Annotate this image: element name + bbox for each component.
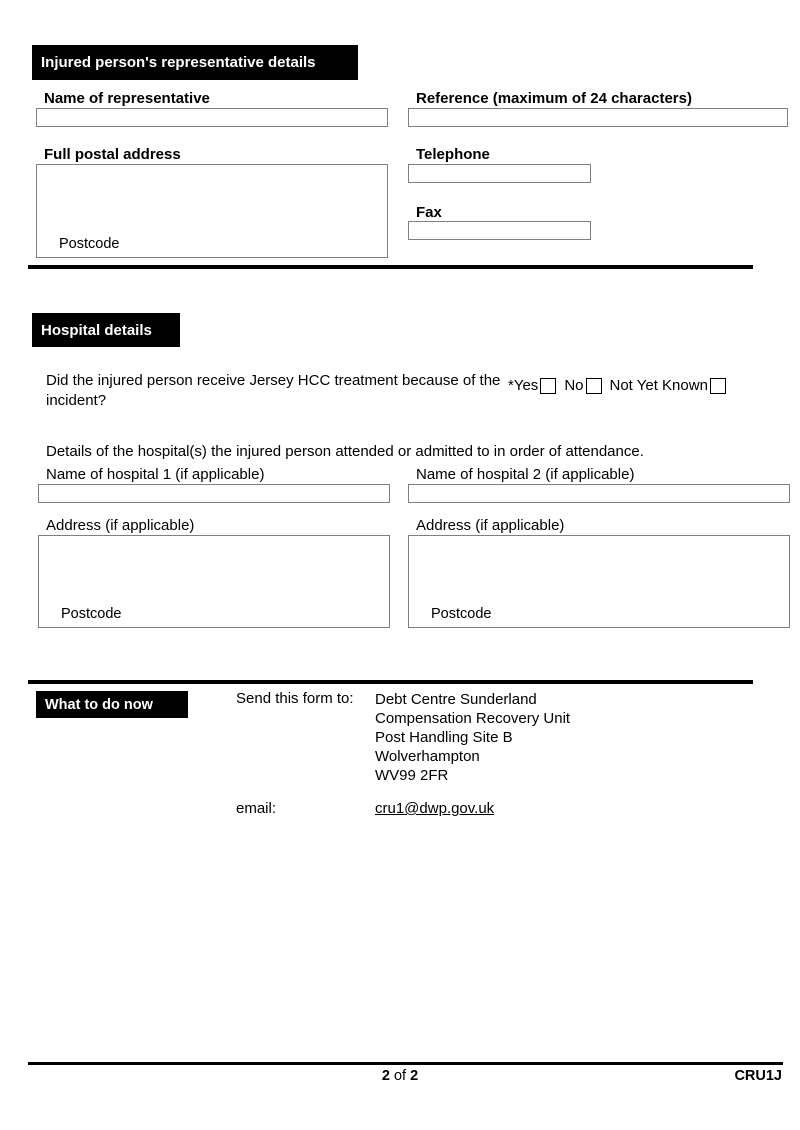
telephone-input[interactable] bbox=[408, 164, 591, 183]
hospital-2-address-label: Address (if applicable) bbox=[416, 517, 565, 534]
page-number-of: of bbox=[393, 1068, 407, 1084]
name-of-representative-input[interactable] bbox=[36, 108, 388, 127]
hospital-details-instruction: Details of the hospital(s) the injured person attended or admitted to in order of attendance. bbox=[46, 443, 644, 460]
reference-label: Reference (maximum of 24 characters) bbox=[416, 90, 692, 107]
telephone-label: Telephone bbox=[416, 146, 490, 163]
jersey-hcc-options bbox=[508, 377, 726, 394]
section-title: What to do now bbox=[45, 696, 153, 713]
page-number bbox=[0, 1068, 800, 1084]
hospital-1-address-box[interactable] bbox=[38, 535, 390, 628]
hospital-2-address-box[interactable] bbox=[408, 535, 790, 628]
section-header-hospital-details bbox=[32, 313, 180, 347]
postcode-label: Postcode bbox=[431, 606, 492, 622]
section-header-what-to-do-now bbox=[36, 691, 188, 718]
reference-input[interactable] bbox=[408, 108, 788, 127]
hospital-1-name-input[interactable] bbox=[38, 484, 390, 503]
no-checkbox[interactable] bbox=[586, 378, 602, 394]
section-divider bbox=[28, 680, 753, 684]
section-title: Hospital details bbox=[41, 321, 152, 339]
not-yet-known-option-label: Not Yet Known bbox=[609, 377, 708, 394]
no-option-label: No bbox=[564, 377, 584, 394]
full-postal-address-label: Full postal address bbox=[44, 146, 181, 163]
return-address-block bbox=[375, 690, 570, 785]
yes-option-label: *Yes bbox=[508, 377, 539, 394]
hospital-2-name-input[interactable] bbox=[408, 484, 790, 503]
section-header-representative-details bbox=[32, 45, 358, 80]
postcode-label: Postcode bbox=[61, 606, 122, 622]
form-code: CRU1J bbox=[734, 1068, 782, 1084]
page-number-total: 2 bbox=[410, 1068, 419, 1084]
return-address-line: Wolverhampton bbox=[375, 748, 480, 765]
full-postal-address-box[interactable] bbox=[36, 164, 388, 258]
hospital-1-address-label: Address (if applicable) bbox=[46, 517, 195, 534]
jersey-hcc-question: Did the injured person receive Jersey HCC treatment because of the incident? bbox=[46, 372, 501, 409]
fax-label: Fax bbox=[416, 204, 442, 221]
not-yet-known-checkbox[interactable] bbox=[710, 378, 726, 394]
return-address-line: Debt Centre Sunderland bbox=[375, 691, 537, 708]
send-form-to-label: Send this form to: bbox=[236, 690, 354, 707]
postcode-label: Postcode bbox=[59, 236, 120, 252]
return-address-line: Compensation Recovery Unit bbox=[375, 710, 571, 727]
footer-rule bbox=[28, 1062, 783, 1065]
return-address-line: WV99 2FR bbox=[375, 767, 449, 784]
page-number-current: 2 bbox=[381, 1068, 390, 1084]
section-divider bbox=[28, 265, 753, 269]
email-link[interactable]: cru1@dwp.gov.uk bbox=[375, 800, 495, 817]
name-of-representative-label: Name of representative bbox=[44, 90, 210, 107]
section-title: Injured person's representative details bbox=[41, 54, 316, 71]
hospital-1-name-label: Name of hospital 1 (if applicable) bbox=[46, 466, 265, 483]
email-label: email: bbox=[236, 800, 277, 817]
hospital-2-name-label: Name of hospital 2 (if applicable) bbox=[416, 466, 635, 483]
yes-checkbox[interactable] bbox=[540, 378, 556, 394]
fax-input[interactable] bbox=[408, 221, 591, 240]
return-address-line: Post Handling Site B bbox=[375, 729, 513, 746]
